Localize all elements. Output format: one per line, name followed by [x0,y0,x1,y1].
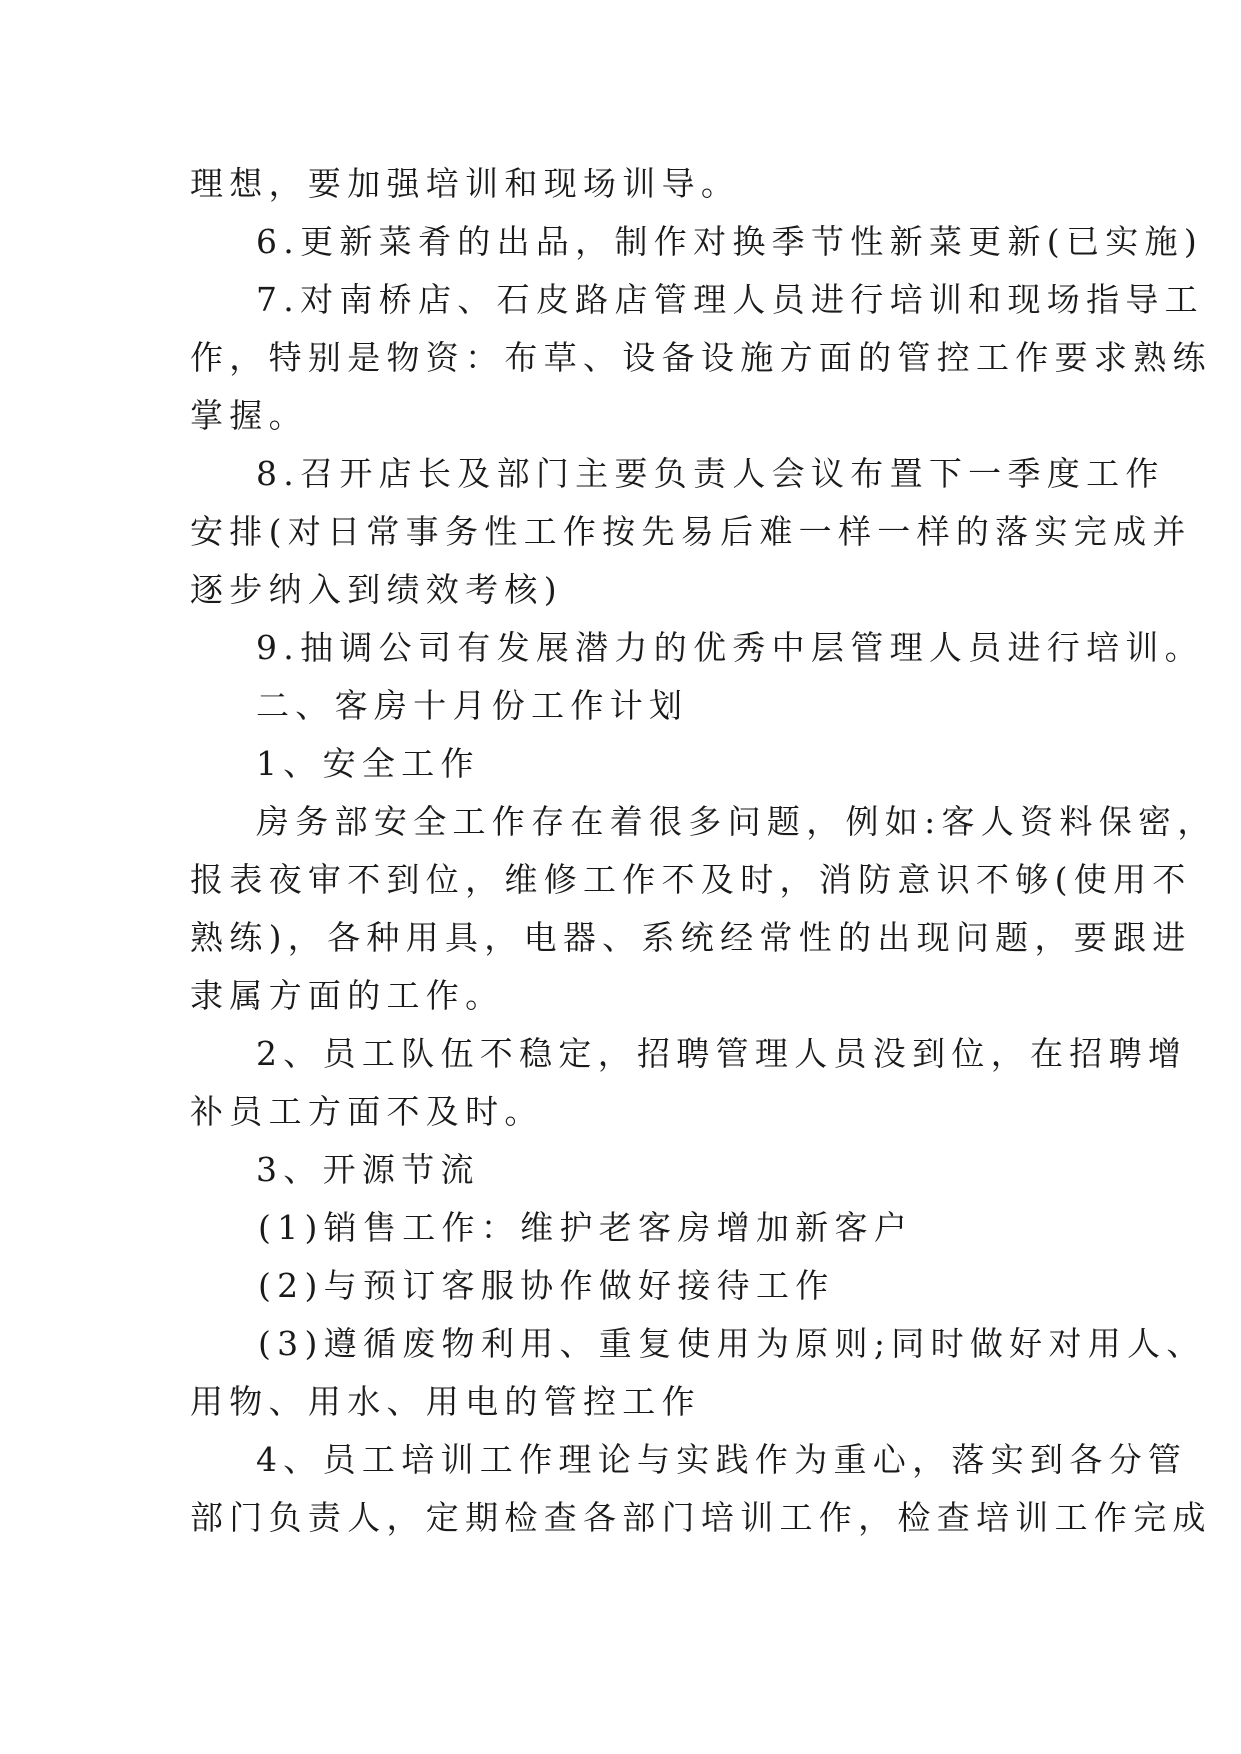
text-line-7: 安排(对日常事务性工作按先易后难一样一样的落实完成并 [190,512,1192,551]
text-line-22: 用物、用水、用电的管控工作 [190,1382,701,1421]
text-line-8: 逐步纳入到绩效考核) [190,570,563,609]
sub-item-3: (3)遵循废物利用、重复使用为原则;同时做好对用人、 [258,1324,1206,1363]
text-line-24: 部门负责人，定期检查各部门培训工作，检查培训工作完成 [190,1498,1212,1537]
section-heading: 二、客房十月份工作计划 [256,686,689,725]
subsection-heading-1: 1、安全工作 [256,744,480,783]
list-item-7: 7.对南桥店、石皮路店管理人员进行培训和现场指导工 [256,280,1204,319]
list-item-6: 6.更新菜肴的出品，制作对换季节性新菜更新(已实施) [256,222,1204,261]
subsection-heading-2: 2、员工队伍不稳定，招聘管理人员没到位，在招聘增 [256,1034,1188,1073]
text-line-4: 作，特别是物资：布草、设备设施方面的管控工作要求熟练 [190,338,1212,377]
list-item-8: 8.召开店长及部门主要负责人会议布置下一季度工作 [256,454,1165,493]
text-line-1: 理想，要加强培训和现场训导。 [190,164,741,203]
text-line-5: 掌握。 [190,396,308,435]
sub-item-1: (1)销售工作：维护老客房增加新客户 [258,1208,914,1247]
subsection-heading-3: 3、开源节流 [256,1150,480,1189]
text-line-14: 熟练)，各种用具，电器、系统经常性的出现问题，要跟进 [190,918,1192,957]
sub-item-2: (2)与预订客服协作做好接待工作 [258,1266,835,1305]
text-line-13: 报表夜审不到位，维修工作不及时，消防意识不够(使用不 [190,860,1192,899]
text-line-15: 隶属方面的工作。 [190,976,505,1015]
list-item-9: 9.抽调公司有发展潜力的优秀中层管理人员进行培训。 [256,628,1204,667]
paragraph-start: 房务部安全工作存在着很多问题，例如:客人资料保密， [256,802,1217,841]
text-line-17: 补员工方面不及时。 [190,1092,544,1131]
subsection-heading-4: 4、员工培训工作理论与实践作为重心，落实到各分管 [256,1440,1188,1479]
